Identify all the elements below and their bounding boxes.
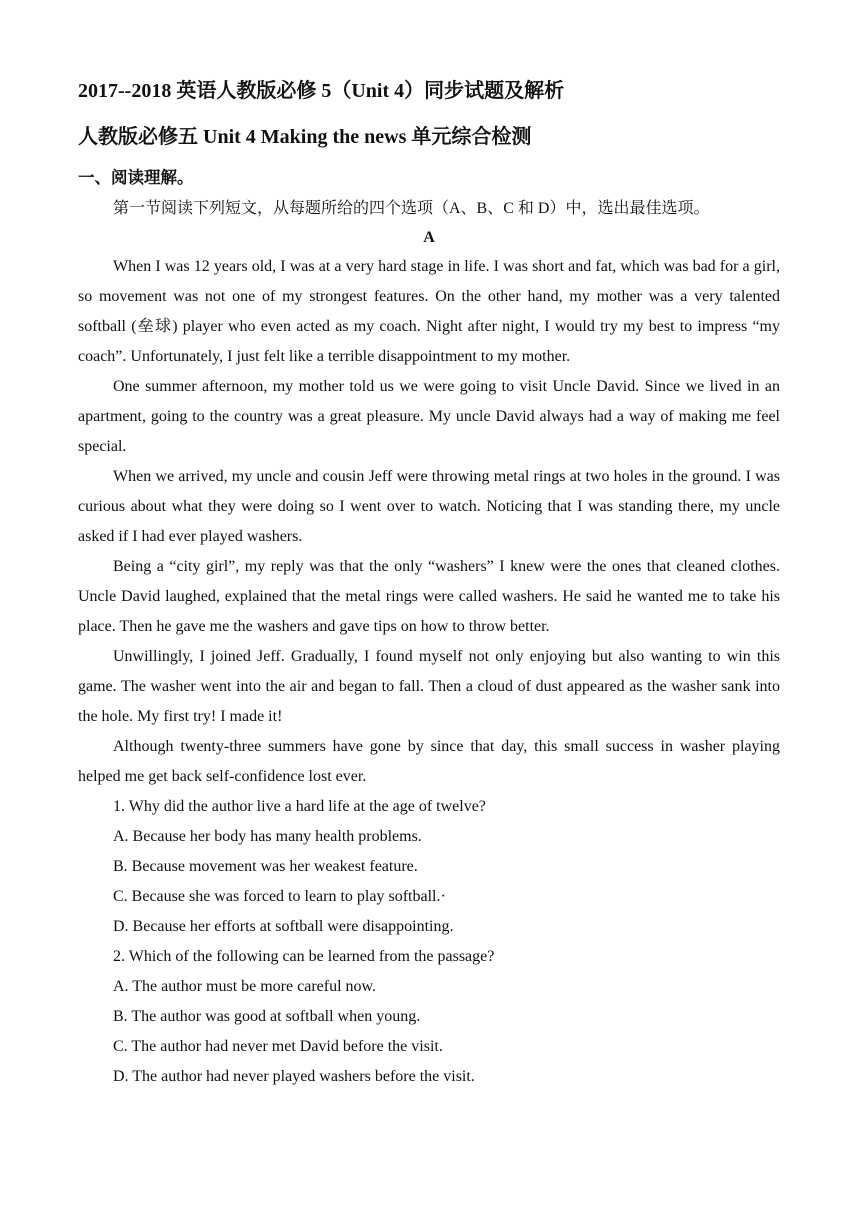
- question-text: 1. Why did the author live a hard life at the age of twelve?: [113, 798, 486, 815]
- question-2: [78, 942, 780, 1092]
- question-option: A. Because her body has many health problems.: [113, 828, 422, 845]
- passage: [78, 252, 780, 792]
- question-option: D. The author had never played washers before the visit.: [113, 1068, 475, 1085]
- question-option: B. Because movement was her weakest feature.: [113, 858, 418, 875]
- passage-paragraph: Although twenty-three summers have gone by since that day, this small success in washer playing helped me get back self-confidence lost ever.: [78, 738, 780, 785]
- passage-label: A: [423, 229, 435, 246]
- document-title: 2017--2018 英语人教版必修 5（Unit 4）同步试题及解析: [78, 80, 565, 102]
- passage-paragraph: Being a “city girl”, my reply was that the only “washers” I knew were the ones that cleaned clothes. Uncle David laughed, explained that the metal rings were called washers. He said he wanted me to take his place. Then he gave me the washers and gave tips on how to throw better.: [78, 558, 780, 635]
- passage-paragraph: One summer afternoon, my mother told us we were going to visit Uncle David. Since we lived in an apartment, going to the country was a great pleasure. My uncle David always had a way of making me feel special.: [78, 378, 780, 455]
- passage-paragraph: When we arrived, my uncle and cousin Jeff were throwing metal rings at two holes in the ground. I was curious about what they were doing so I went over to watch. Noticing that I was standing there, my uncle asked if I had ever played washers.: [78, 468, 780, 545]
- section-heading: 一、阅读理解。: [78, 168, 194, 187]
- document-content: [78, 76, 780, 1092]
- question-option: A. The author must be more careful now.: [113, 978, 377, 995]
- document-subtitle: 人教版必修五 Unit 4 Making the news 单元综合检测: [78, 126, 532, 148]
- question-option: D. Because her efforts at softball were disappointing.: [113, 918, 454, 935]
- question-text: 2. Which of the following can be learned from the passage?: [113, 948, 495, 965]
- passage-paragraph: When I was 12 years old, I was at a very hard stage in life. I was short and fat, which was bad for a girl, so movement was not one of my strongest features. On the other hand, my mother was a very talented softball (垒球) player who even acted as my coach. Night after night, I would try my best to impress “my coach”. Unfortunately, I just felt like a terrible disappointment to my mother.: [78, 258, 780, 365]
- section-instruction: 第一节阅读下列短文，从每题所给的四个选项（A、B、C 和 D）中，选出最佳选项。: [113, 200, 710, 217]
- question-option: C. Because she was forced to learn to play softball.·: [113, 888, 446, 905]
- passage-paragraph: Unwillingly, I joined Jeff. Gradually, I found myself not only enjoying but also wanting to win this game. The washer went into the air and began to fall. Then a cloud of dust appeared as the washer sank into the hole. My first try! I made it!: [78, 648, 780, 725]
- question-1: [78, 792, 780, 942]
- question-option: B. The author was good at softball when young.: [113, 1008, 421, 1025]
- question-option: C. The author had never met David before the visit.: [113, 1038, 443, 1055]
